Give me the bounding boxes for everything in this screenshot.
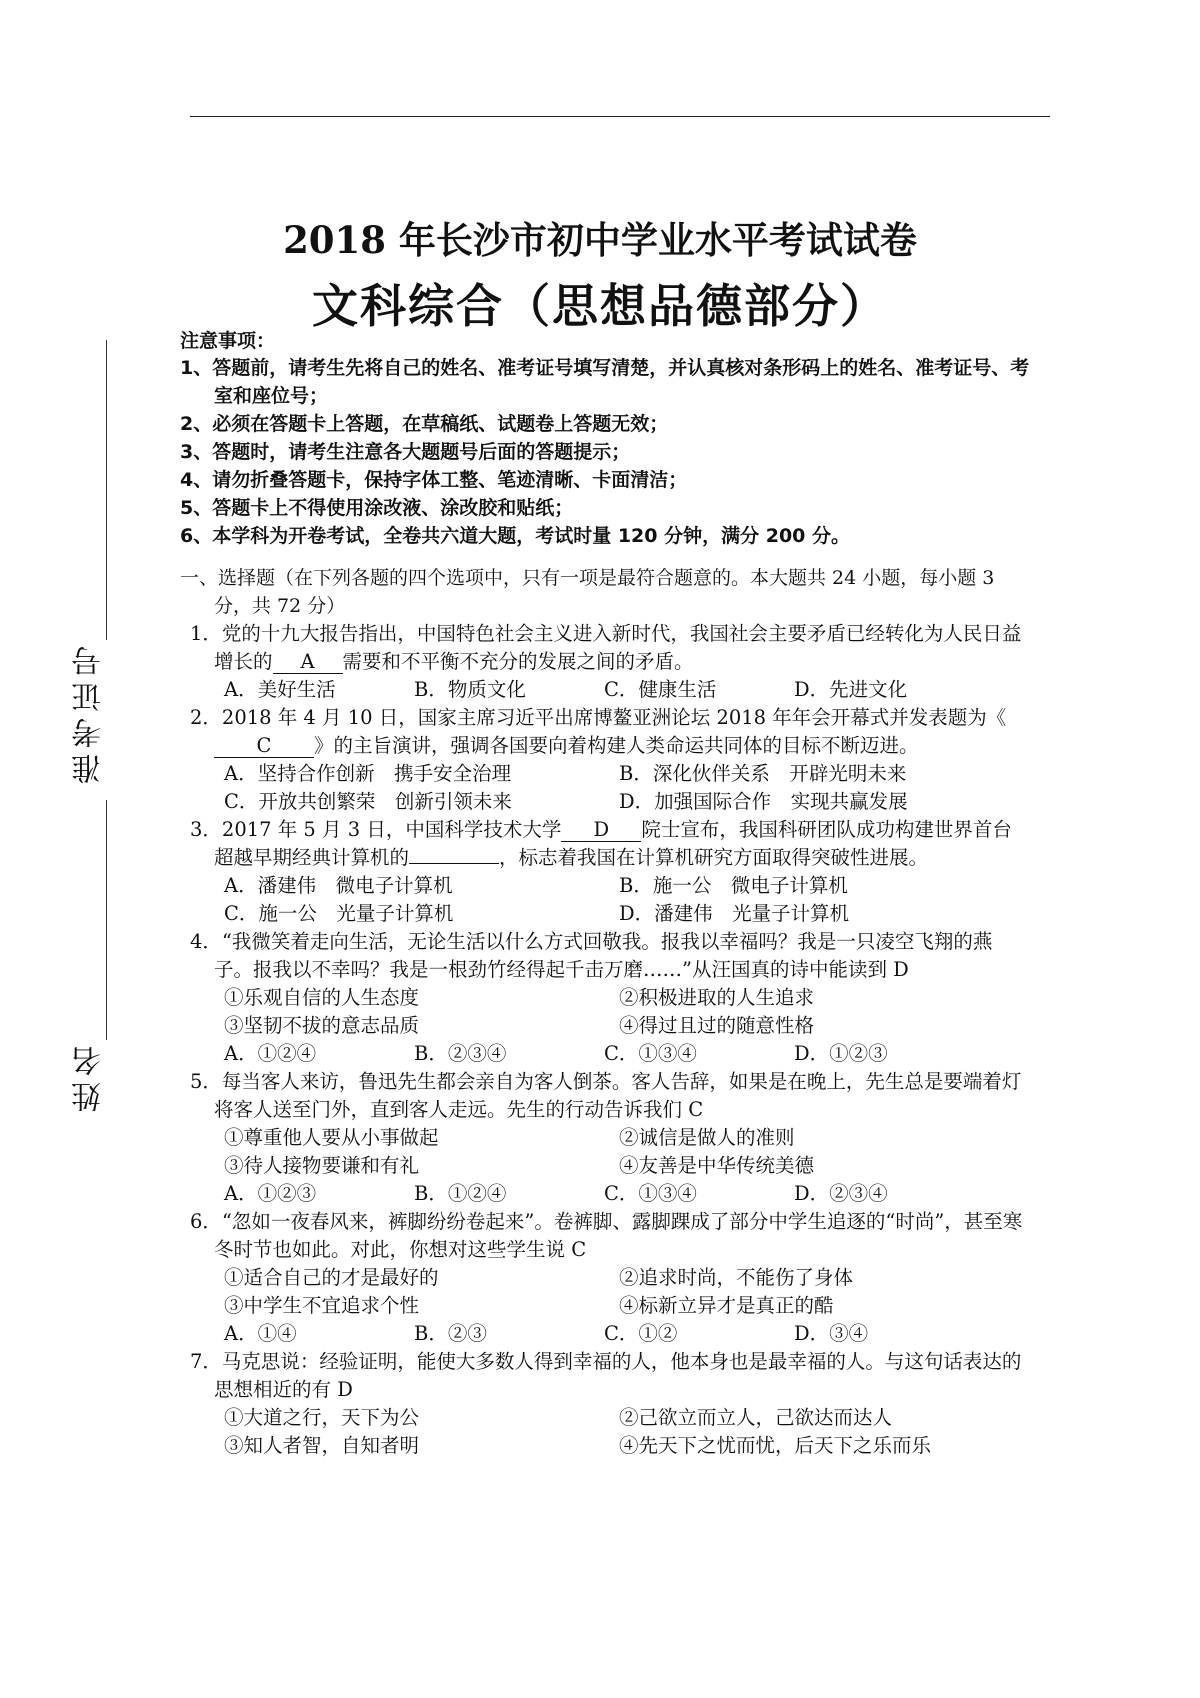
notice-item: 6、本学科为开卷考试，全卷共六道大题，考试时量 120 分钟，满分 200 分。	[180, 525, 851, 547]
item: ③中学生不宜追求个性	[224, 1294, 420, 1317]
item: ④友善是中华传统美德	[619, 1154, 815, 1177]
item: ②己欲立而立人，己欲达而达人	[619, 1406, 893, 1429]
options-row	[180, 760, 1030, 788]
question-4: 4．“我微笑着走向生活，无论生活以什么方式回敬我。报我以幸福吗？我是一只凌空飞翔的燕子。报我以不幸吗？我是一根劲竹经得起千击万磨……”从汪国真的诗中能读到 D ①乐观自信的人生态度 ②积极进取的人生追求 ③坚韧不拔的意志品质 ④得过且过的随意性格 A．①②④ B．②③④ C．①③④ D．①②③	[180, 928, 1030, 1068]
header-rule	[190, 116, 1050, 117]
option: A．潘建伟 微电子计算机	[224, 874, 453, 897]
question-1: 1．党的十九大报告指出，中国特色社会主义进入新时代，我国社会主要矛盾已经转化为人民日益增长的 A 需要和不平衡不充分的发展之间的矛盾。 A．美好生活 B．物质文化 C．健康生活 D．先进文化	[180, 620, 1030, 704]
option: B．②③④	[414, 1042, 507, 1065]
empty-blank	[409, 863, 499, 864]
items-row	[180, 1012, 1030, 1040]
notice-item: 5、答题卡上不得使用涂改液、涂改胶和贴纸；	[180, 497, 574, 519]
option: B．深化伙伴关系 开辟光明未来	[619, 762, 907, 785]
items-row	[180, 1264, 1030, 1292]
item: ③知人者智，自知者明	[224, 1434, 420, 1457]
question-2: 2．2018 年 4 月 10 日，国家主席习近平出席博鳌亚洲论坛 2018 年年会开幕式并发表题为《C 》的主旨演讲，强调各国要向着构建人类命运共同体的目标不断迈进。 A．坚持合作创新 携手安全治理 B．深化伙伴关系 开辟光明未来 C．开放共创繁荣 创新引领未来 D．加强国际合作 实现共赢发展	[180, 704, 1030, 816]
item: ①大道之行，天下为公	[224, 1406, 420, 1429]
items-row	[180, 1404, 1030, 1432]
option: B．①②④	[414, 1182, 507, 1205]
items-row	[180, 1292, 1030, 1320]
item: ②追求时尚，不能伤了身体	[619, 1266, 854, 1289]
question-6: 6．“忽如一夜春风来，裤脚纷纷卷起来”。卷裤脚、露脚踝成了部分中学生追逐的“时尚”，甚至寒冬时节也如此。对此，你想对这些学生说 C ①适合自己的才是最好的 ②追求时尚，不能伤了身体 ③中学生不宜追求个性 ④标新立异才是真正的酷 A．①④ B．②③ C．①② D．③④	[180, 1208, 1030, 1348]
name-label: 姓名	[72, 1040, 107, 1112]
item: ④标新立异才是真正的酷	[619, 1294, 834, 1317]
notice-heading: 注意事项：	[180, 330, 276, 352]
answer-blank: D	[561, 819, 641, 842]
options-row	[180, 872, 1030, 900]
item: ②积极进取的人生追求	[619, 986, 815, 1009]
option: A．①②③	[224, 1182, 317, 1205]
items-row	[180, 1124, 1030, 1152]
item: ④先天下之忧而忧，后天下之乐而乐	[619, 1434, 932, 1457]
option: D．②③④	[794, 1182, 888, 1205]
option: C．①③④	[604, 1182, 697, 1205]
options-row	[180, 1320, 1030, 1348]
exam-content	[180, 328, 1030, 1460]
section-heading: 一、选择题（在下列各题的四个选项中，只有一项是最符合题意的。本大题共 24 小题，每小题 3 分，共 72 分）	[180, 567, 995, 617]
option: A．①④	[224, 1322, 297, 1345]
exam-title: 2018 年长沙市初中学业水平考试试卷	[283, 218, 917, 262]
binding-margin	[62, 340, 122, 1140]
option: D．加强国际合作 实现共赢发展	[619, 790, 908, 813]
answer-blank: C	[214, 735, 314, 758]
option: C．①②	[604, 1322, 678, 1345]
option: D．潘建伟 光量子计算机	[619, 902, 850, 925]
items-row	[180, 1152, 1030, 1180]
options-row	[180, 1040, 1030, 1068]
exam-id-fill-line	[106, 340, 107, 640]
items-row	[180, 984, 1030, 1012]
option: C．健康生活	[604, 678, 717, 701]
item: ④得过且过的随意性格	[619, 1014, 815, 1037]
option: B．施一公 微电子计算机	[619, 874, 848, 897]
option: A．美好生活	[224, 678, 336, 701]
option: A．①②④	[224, 1042, 317, 1065]
item: ③坚韧不拔的意志品质	[224, 1014, 420, 1037]
notice-item: 4、请勿折叠答题卡，保持字体工整、笔迹清晰、卡面清洁；	[180, 469, 688, 491]
items-row	[180, 1432, 1030, 1460]
notice-item: 1、答题前，请考生先将自己的姓名、准考证号填写清楚，并认真核对条形码上的姓名、准考证号、考室和座位号；	[180, 357, 1030, 407]
question-7: 7．马克思说：经验证明，能使大多数人得到幸福的人，他本身也是最幸福的人。与这句话表达的思想相近的有 D ①大道之行，天下为公 ②己欲立而立人，己欲达而达人 ③知人者智，自知者明 ④先天下之忧而忧，后天下之乐而乐	[180, 1348, 1030, 1460]
options-row	[180, 1180, 1030, 1208]
option: D．先进文化	[794, 678, 908, 701]
option: B．物质文化	[414, 678, 526, 701]
option: A．坚持合作创新 携手安全治理	[224, 762, 512, 785]
options-row	[180, 900, 1030, 928]
item: ③待人接物要谦和有礼	[224, 1154, 420, 1177]
item: ①尊重他人要从小事做起	[224, 1126, 439, 1149]
options-row	[180, 676, 1030, 704]
option: C．①③④	[604, 1042, 697, 1065]
option: B．②③	[414, 1322, 487, 1345]
option: D．③④	[794, 1322, 869, 1345]
option: C．开放共创繁荣 创新引领未来	[224, 790, 512, 813]
exam-subtitle: 文科综合（思想品德部分）	[312, 279, 888, 333]
exam-id-label: 准考证号	[72, 640, 107, 784]
option: D．①②③	[794, 1042, 888, 1065]
item: ①乐观自信的人生态度	[224, 986, 420, 1009]
options-row	[180, 788, 1030, 816]
option: C．施一公 光量子计算机	[224, 902, 454, 925]
question-3: 3．2017 年 5 月 3 日，中国科学技术大学 D 院士宣布，我国科研团队成功构建世界首台超越早期经典计算机的 ，标志着我国在计算机研究方面取得突破性进展。 A．潘建伟 微电子计算机 B．施一公 微电子计算机 C．施一公 光量子计算机 D．潘建伟 光量子计算机	[180, 816, 1030, 928]
item: ①适合自己的才是最好的	[224, 1266, 439, 1289]
item: ②诚信是做人的准则	[619, 1126, 795, 1149]
answer-blank: A	[273, 651, 343, 674]
question-5: 5．每当客人来访，鲁迅先生都会亲自为客人倒茶。客人告辞，如果是在晚上，先生总是要端着灯将客人送至门外，直到客人走远。先生的行动告诉我们 C ①尊重他人要从小事做起 ②诚信是做人的准则 ③待人接物要谦和有礼 ④友善是中华传统美德 A．①②③ B．①②④ C．①③④ D．②③④	[180, 1068, 1030, 1208]
notice-item: 2、必须在答题卡上答题，在草稿纸、试题卷上答题无效；	[180, 413, 669, 435]
name-fill-line	[106, 900, 107, 1040]
notice-item: 3、答题时，请考生注意各大题题号后面的答题提示；	[180, 441, 631, 463]
